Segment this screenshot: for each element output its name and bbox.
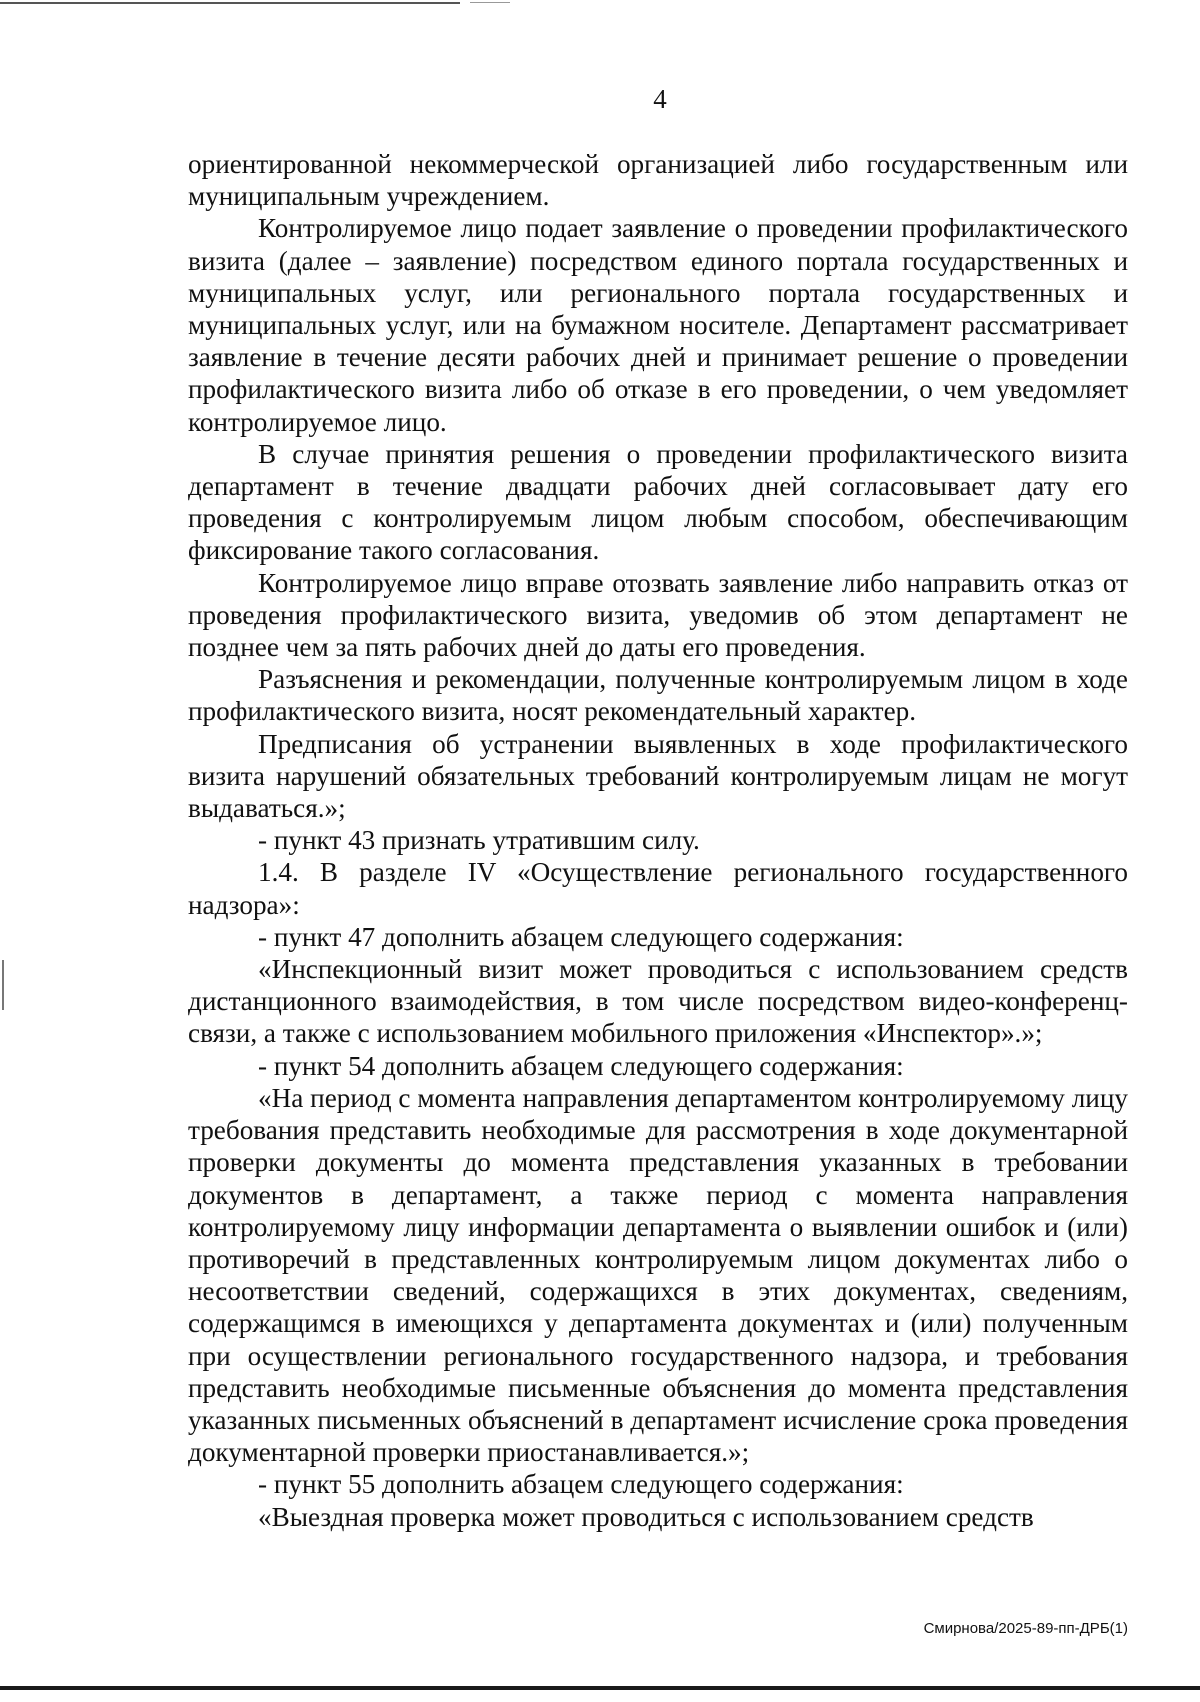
paragraph: 1.4. В разделе IV «Осуществление регионального государственного надзора»: [188, 857, 1128, 920]
paragraph: - пункт 43 признать утратившим силу. [258, 825, 700, 856]
paragraph: «Выездная проверка может проводиться с использованием средств [258, 1501, 1034, 1532]
paragraph: - пункт 47 дополнить абзацем следующего содержания: [258, 921, 904, 952]
paragraph: «На период с момента направления департаментом контролируемому лицу требования представить необходимые для рассмотрения в ходе документарной проверки документы до момента представления указанных в требовании документов в департамент, а также период с момента направления контролируемому лицу информации департамента о выявлении ошибок и (или) противоречий в представленных контролируемым лицом документах либо о несоответствии сведений, содержащихся в этих документах, сведениям, содержащимся в имеющихся у департамента документах и (или) полученным при осуществлении регионального государственного надзора, и требования представить необходимые письменные объяснения до момента представления указанных письменных объяснений в департамент исчисление срока проведения документарной проверки приостанавливается.»; [188, 1082, 1128, 1468]
scan-edge-left-mark [2, 960, 4, 1010]
paragraph: - пункт 54 дополнить абзацем следующего содержания: [258, 1050, 904, 1081]
paragraph: Разъяснения и рекомендации, полученные контролируемым лицом в ходе профилактического визита, носят рекомендательный характер. [188, 664, 1128, 727]
scan-edge-top [0, 2, 460, 4]
scan-edge-bottom [0, 1686, 1200, 1690]
paragraph: В случае принятия решения о проведении профилактического визита департамент в течение двадцати рабочих дней согласовывает дату его проведения с контролируемым лицом любым способом, обеспечивающим фиксирование такого согласования. [188, 438, 1128, 566]
paragraph: - пункт 55 дополнить абзацем следующего содержания: [258, 1469, 904, 1500]
page-number: 4 [653, 84, 667, 114]
paragraph: Предписания об устранении выявленных в ходе профилактического визита нарушений обязательных требований контролируемым лицам не могут выдаваться.»; [188, 728, 1128, 824]
paragraph: ориентированной некоммерческой организацией либо государственным или муниципальным учреждением. [188, 149, 1128, 212]
paragraph: Контролируемое лицо вправе отозвать заявление либо направить отказ от проведения профилактического визита, уведомив об этом департамент не позднее чем за пять рабочих дней до даты его проведения. [188, 567, 1128, 663]
document-body [188, 148, 1128, 1533]
paragraph: Контролируемое лицо подает заявление о проведении профилактического визита (далее – заявление) посредством единого портала государственных и муниципальных услуг, или регионального портала государственных и муниципальных услуг, или на бумажном носителе. Департамент рассматривает заявление в течение десяти рабочих дней и принимает решение о проведении профилактического визита либо об отказе в его проведении, о чем уведомляет контролируемое лицо. [188, 213, 1128, 437]
document-footer-code: Смирнова/2025-89-пп-ДРБ(1) [923, 1620, 1128, 1637]
paragraph: «Инспекционный визит может проводиться с использованием средств дистанционного взаимодействия, в том числе посредством видео-конференц-связи, а также с использованием мобильного приложения «Инспектор».»; [188, 954, 1128, 1049]
scan-edge-top-dash [470, 2, 510, 3]
